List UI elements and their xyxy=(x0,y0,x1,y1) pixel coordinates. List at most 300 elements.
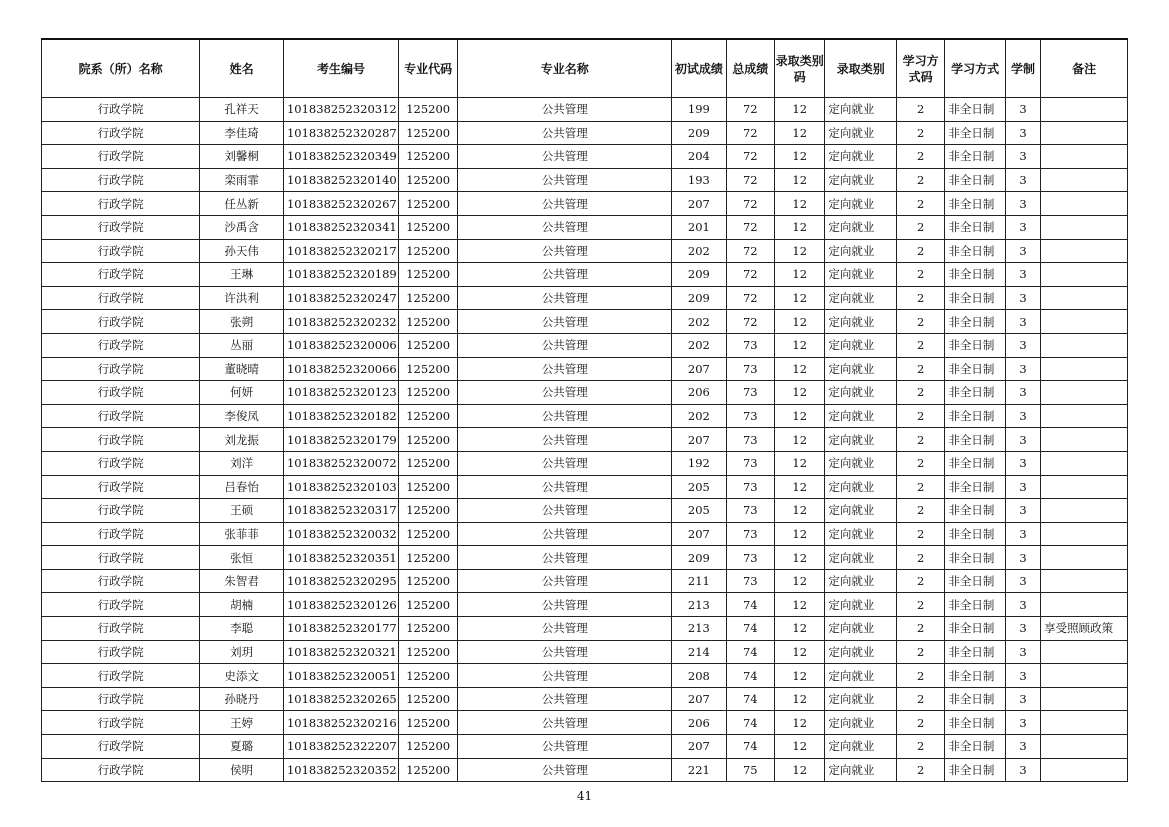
cell-duration: 3 xyxy=(1005,239,1040,263)
cell-department: 行政学院 xyxy=(42,239,200,263)
cell-admission-type-code: 12 xyxy=(775,381,825,405)
cell-study-mode-code: 2 xyxy=(896,333,944,357)
cell-major-name: 公共管理 xyxy=(458,357,672,381)
cell-admission-type: 定向就业 xyxy=(825,546,897,570)
cell-candidate-id: 101838252320140 xyxy=(283,168,398,192)
cell-study-mode: 非全日制 xyxy=(945,475,1006,499)
cell-admission-type: 定向就业 xyxy=(825,381,897,405)
cell-prelim-score: 209 xyxy=(672,546,726,570)
cell-candidate-id: 101838252320189 xyxy=(283,263,398,287)
cell-candidate-id: 101838252320123 xyxy=(283,381,398,405)
cell-department: 行政学院 xyxy=(42,640,200,664)
cell-candidate-id: 101838252320341 xyxy=(283,215,398,239)
cell-department: 行政学院 xyxy=(42,263,200,287)
cell-prelim-score: 192 xyxy=(672,451,726,475)
cell-prelim-score: 204 xyxy=(672,145,726,169)
cell-major-name: 公共管理 xyxy=(458,404,672,428)
cell-major-code: 125200 xyxy=(398,333,457,357)
table-row xyxy=(42,333,1128,357)
cell-study-mode-code: 2 xyxy=(896,758,944,782)
cell-name: 李聪 xyxy=(200,617,284,641)
cell-study-mode: 非全日制 xyxy=(945,546,1006,570)
cell-study-mode: 非全日制 xyxy=(945,404,1006,428)
cell-duration: 3 xyxy=(1005,428,1040,452)
cell-department: 行政学院 xyxy=(42,310,200,334)
cell-remarks xyxy=(1041,593,1128,617)
cell-study-mode: 非全日制 xyxy=(945,98,1006,122)
cell-admission-type-code: 12 xyxy=(775,640,825,664)
admission-table xyxy=(41,38,1128,782)
cell-total-score: 72 xyxy=(726,98,774,122)
table-row xyxy=(42,475,1128,499)
cell-admission-type: 定向就业 xyxy=(825,286,897,310)
header-remarks: 备注 xyxy=(1041,39,1128,98)
cell-duration: 3 xyxy=(1005,522,1040,546)
cell-total-score: 72 xyxy=(726,310,774,334)
cell-prelim-score: 206 xyxy=(672,381,726,405)
cell-major-name: 公共管理 xyxy=(458,546,672,570)
cell-admission-type-code: 12 xyxy=(775,522,825,546)
cell-candidate-id: 101838252320312 xyxy=(283,98,398,122)
header-study-mode-code: 学习方式码 xyxy=(896,39,944,98)
cell-major-code: 125200 xyxy=(398,475,457,499)
cell-remarks xyxy=(1041,664,1128,688)
table-row xyxy=(42,310,1128,334)
cell-admission-type: 定向就业 xyxy=(825,451,897,475)
cell-total-score: 74 xyxy=(726,593,774,617)
cell-name: 栾雨霏 xyxy=(200,168,284,192)
cell-total-score: 72 xyxy=(726,192,774,216)
header-admission-type: 录取类别 xyxy=(825,39,897,98)
cell-name: 许洪利 xyxy=(200,286,284,310)
cell-name: 董晓晴 xyxy=(200,357,284,381)
cell-duration: 3 xyxy=(1005,263,1040,287)
cell-major-name: 公共管理 xyxy=(458,215,672,239)
cell-duration: 3 xyxy=(1005,98,1040,122)
cell-admission-type: 定向就业 xyxy=(825,192,897,216)
cell-study-mode-code: 2 xyxy=(896,145,944,169)
cell-remarks xyxy=(1041,145,1128,169)
cell-total-score: 73 xyxy=(726,404,774,428)
cell-duration: 3 xyxy=(1005,546,1040,570)
cell-major-code: 125200 xyxy=(398,428,457,452)
header-total-score: 总成绩 xyxy=(726,39,774,98)
cell-department: 行政学院 xyxy=(42,711,200,735)
cell-prelim-score: 202 xyxy=(672,310,726,334)
cell-prelim-score: 214 xyxy=(672,640,726,664)
cell-duration: 3 xyxy=(1005,404,1040,428)
cell-total-score: 72 xyxy=(726,263,774,287)
cell-name: 王硕 xyxy=(200,499,284,523)
cell-prelim-score: 207 xyxy=(672,687,726,711)
cell-department: 行政学院 xyxy=(42,215,200,239)
cell-name: 张朔 xyxy=(200,310,284,334)
cell-candidate-id: 101838252320217 xyxy=(283,239,398,263)
cell-study-mode-code: 2 xyxy=(896,215,944,239)
cell-major-code: 125200 xyxy=(398,569,457,593)
cell-remarks xyxy=(1041,215,1128,239)
cell-name: 孙天伟 xyxy=(200,239,284,263)
cell-remarks xyxy=(1041,192,1128,216)
cell-major-name: 公共管理 xyxy=(458,263,672,287)
cell-major-name: 公共管理 xyxy=(458,687,672,711)
cell-candidate-id: 101838252320352 xyxy=(283,758,398,782)
table-row xyxy=(42,546,1128,570)
cell-remarks xyxy=(1041,98,1128,122)
cell-department: 行政学院 xyxy=(42,381,200,405)
cell-study-mode-code: 2 xyxy=(896,404,944,428)
cell-admission-type-code: 12 xyxy=(775,569,825,593)
cell-remarks xyxy=(1041,263,1128,287)
cell-total-score: 72 xyxy=(726,286,774,310)
cell-duration: 3 xyxy=(1005,381,1040,405)
cell-prelim-score: 208 xyxy=(672,664,726,688)
cell-major-name: 公共管理 xyxy=(458,522,672,546)
cell-prelim-score: 199 xyxy=(672,98,726,122)
cell-candidate-id: 101838252320349 xyxy=(283,145,398,169)
cell-major-name: 公共管理 xyxy=(458,192,672,216)
cell-major-code: 125200 xyxy=(398,617,457,641)
cell-duration: 3 xyxy=(1005,168,1040,192)
table-row xyxy=(42,215,1128,239)
cell-study-mode: 非全日制 xyxy=(945,168,1006,192)
cell-study-mode: 非全日制 xyxy=(945,735,1006,759)
cell-candidate-id: 101838252320267 xyxy=(283,192,398,216)
cell-remarks xyxy=(1041,499,1128,523)
table-row xyxy=(42,593,1128,617)
cell-department: 行政学院 xyxy=(42,617,200,641)
cell-total-score: 72 xyxy=(726,121,774,145)
cell-name: 丛丽 xyxy=(200,333,284,357)
cell-prelim-score: 207 xyxy=(672,428,726,452)
cell-department: 行政学院 xyxy=(42,333,200,357)
cell-remarks xyxy=(1041,687,1128,711)
cell-major-code: 125200 xyxy=(398,357,457,381)
cell-remarks xyxy=(1041,168,1128,192)
cell-admission-type-code: 12 xyxy=(775,98,825,122)
cell-candidate-id: 101838252320321 xyxy=(283,640,398,664)
cell-admission-type-code: 12 xyxy=(775,215,825,239)
cell-name: 侯明 xyxy=(200,758,284,782)
cell-total-score: 72 xyxy=(726,145,774,169)
cell-name: 何妍 xyxy=(200,381,284,405)
cell-duration: 3 xyxy=(1005,357,1040,381)
cell-prelim-score: 209 xyxy=(672,121,726,145)
cell-remarks xyxy=(1041,286,1128,310)
cell-major-name: 公共管理 xyxy=(458,640,672,664)
cell-major-name: 公共管理 xyxy=(458,475,672,499)
cell-study-mode-code: 2 xyxy=(896,310,944,334)
cell-study-mode: 非全日制 xyxy=(945,758,1006,782)
cell-major-code: 125200 xyxy=(398,687,457,711)
cell-study-mode: 非全日制 xyxy=(945,569,1006,593)
cell-candidate-id: 101838252320287 xyxy=(283,121,398,145)
cell-admission-type: 定向就业 xyxy=(825,593,897,617)
cell-department: 行政学院 xyxy=(42,687,200,711)
cell-major-code: 125200 xyxy=(398,98,457,122)
cell-name: 吕春怡 xyxy=(200,475,284,499)
cell-major-name: 公共管理 xyxy=(458,381,672,405)
cell-study-mode: 非全日制 xyxy=(945,286,1006,310)
header-name: 姓名 xyxy=(200,39,284,98)
cell-department: 行政学院 xyxy=(42,735,200,759)
cell-prelim-score: 213 xyxy=(672,617,726,641)
cell-prelim-score: 201 xyxy=(672,215,726,239)
cell-department: 行政学院 xyxy=(42,121,200,145)
page-number: 41 xyxy=(576,789,593,803)
table-row xyxy=(42,711,1128,735)
cell-major-name: 公共管理 xyxy=(458,168,672,192)
cell-study-mode-code: 2 xyxy=(896,735,944,759)
cell-remarks xyxy=(1041,569,1128,593)
cell-study-mode: 非全日制 xyxy=(945,192,1006,216)
cell-department: 行政学院 xyxy=(42,451,200,475)
cell-major-code: 125200 xyxy=(398,286,457,310)
cell-major-code: 125200 xyxy=(398,711,457,735)
cell-study-mode: 非全日制 xyxy=(945,687,1006,711)
header-admission-type-code: 录取类别码 xyxy=(775,39,825,98)
cell-admission-type-code: 12 xyxy=(775,286,825,310)
cell-total-score: 73 xyxy=(726,428,774,452)
cell-prelim-score: 202 xyxy=(672,404,726,428)
cell-admission-type-code: 12 xyxy=(775,758,825,782)
cell-major-code: 125200 xyxy=(398,546,457,570)
cell-duration: 3 xyxy=(1005,451,1040,475)
table-row xyxy=(42,98,1128,122)
cell-remarks xyxy=(1041,475,1128,499)
cell-study-mode: 非全日制 xyxy=(945,593,1006,617)
cell-admission-type: 定向就业 xyxy=(825,263,897,287)
cell-major-name: 公共管理 xyxy=(458,593,672,617)
table-row xyxy=(42,451,1128,475)
cell-prelim-score: 211 xyxy=(672,569,726,593)
cell-duration: 3 xyxy=(1005,192,1040,216)
header-major-code: 专业代码 xyxy=(398,39,457,98)
table-row xyxy=(42,758,1128,782)
cell-remarks xyxy=(1041,310,1128,334)
cell-remarks: 享受照顾政策 xyxy=(1041,617,1128,641)
cell-duration: 3 xyxy=(1005,333,1040,357)
cell-study-mode-code: 2 xyxy=(896,640,944,664)
cell-name: 王琳 xyxy=(200,263,284,287)
cell-admission-type: 定向就业 xyxy=(825,404,897,428)
cell-admission-type: 定向就业 xyxy=(825,310,897,334)
cell-admission-type: 定向就业 xyxy=(825,617,897,641)
cell-candidate-id: 101838252320103 xyxy=(283,475,398,499)
cell-admission-type: 定向就业 xyxy=(825,428,897,452)
header-study-mode: 学习方式 xyxy=(945,39,1006,98)
cell-admission-type-code: 12 xyxy=(775,357,825,381)
cell-department: 行政学院 xyxy=(42,428,200,452)
cell-prelim-score: 207 xyxy=(672,735,726,759)
cell-admission-type-code: 12 xyxy=(775,333,825,357)
cell-study-mode-code: 2 xyxy=(896,475,944,499)
table-row xyxy=(42,522,1128,546)
cell-total-score: 74 xyxy=(726,664,774,688)
table-row xyxy=(42,286,1128,310)
cell-name: 孔祥天 xyxy=(200,98,284,122)
header-major-name: 专业名称 xyxy=(458,39,672,98)
cell-total-score: 74 xyxy=(726,687,774,711)
cell-name: 张恒 xyxy=(200,546,284,570)
cell-study-mode: 非全日制 xyxy=(945,145,1006,169)
cell-major-name: 公共管理 xyxy=(458,499,672,523)
cell-major-name: 公共管理 xyxy=(458,98,672,122)
cell-prelim-score: 209 xyxy=(672,286,726,310)
cell-admission-type-code: 12 xyxy=(775,711,825,735)
cell-study-mode: 非全日制 xyxy=(945,640,1006,664)
cell-admission-type-code: 12 xyxy=(775,239,825,263)
cell-admission-type-code: 12 xyxy=(775,687,825,711)
cell-remarks xyxy=(1041,121,1128,145)
cell-total-score: 73 xyxy=(726,499,774,523)
cell-study-mode-code: 2 xyxy=(896,569,944,593)
cell-prelim-score: 207 xyxy=(672,192,726,216)
cell-candidate-id: 101838252320265 xyxy=(283,687,398,711)
cell-total-score: 73 xyxy=(726,381,774,405)
cell-remarks xyxy=(1041,428,1128,452)
cell-major-code: 125200 xyxy=(398,451,457,475)
cell-study-mode: 非全日制 xyxy=(945,357,1006,381)
cell-study-mode-code: 2 xyxy=(896,522,944,546)
cell-admission-type-code: 12 xyxy=(775,735,825,759)
cell-study-mode: 非全日制 xyxy=(945,263,1006,287)
cell-study-mode-code: 2 xyxy=(896,687,944,711)
cell-major-name: 公共管理 xyxy=(458,617,672,641)
cell-major-code: 125200 xyxy=(398,145,457,169)
cell-major-code: 125200 xyxy=(398,263,457,287)
table-row xyxy=(42,617,1128,641)
cell-major-name: 公共管理 xyxy=(458,239,672,263)
cell-total-score: 73 xyxy=(726,522,774,546)
cell-admission-type-code: 12 xyxy=(775,404,825,428)
cell-duration: 3 xyxy=(1005,499,1040,523)
cell-remarks xyxy=(1041,333,1128,357)
cell-admission-type: 定向就业 xyxy=(825,522,897,546)
cell-study-mode-code: 2 xyxy=(896,286,944,310)
cell-total-score: 74 xyxy=(726,617,774,641)
cell-name: 王婷 xyxy=(200,711,284,735)
cell-study-mode: 非全日制 xyxy=(945,310,1006,334)
cell-admission-type-code: 12 xyxy=(775,617,825,641)
cell-admission-type-code: 12 xyxy=(775,475,825,499)
cell-admission-type: 定向就业 xyxy=(825,569,897,593)
cell-name: 夏璐 xyxy=(200,735,284,759)
cell-remarks xyxy=(1041,381,1128,405)
cell-major-name: 公共管理 xyxy=(458,735,672,759)
cell-remarks xyxy=(1041,404,1128,428)
cell-candidate-id: 101838252320072 xyxy=(283,451,398,475)
cell-candidate-id: 101838252320177 xyxy=(283,617,398,641)
cell-study-mode: 非全日制 xyxy=(945,239,1006,263)
cell-name: 李俊凤 xyxy=(200,404,284,428)
cell-total-score: 73 xyxy=(726,546,774,570)
cell-name: 朱智君 xyxy=(200,569,284,593)
cell-major-name: 公共管理 xyxy=(458,428,672,452)
cell-study-mode-code: 2 xyxy=(896,98,944,122)
cell-admission-type-code: 12 xyxy=(775,499,825,523)
table-row xyxy=(42,404,1128,428)
cell-admission-type: 定向就业 xyxy=(825,758,897,782)
cell-study-mode-code: 2 xyxy=(896,499,944,523)
cell-duration: 3 xyxy=(1005,145,1040,169)
cell-remarks xyxy=(1041,239,1128,263)
cell-total-score: 74 xyxy=(726,735,774,759)
cell-major-code: 125200 xyxy=(398,168,457,192)
cell-name: 史添文 xyxy=(200,664,284,688)
cell-study-mode-code: 2 xyxy=(896,168,944,192)
cell-study-mode: 非全日制 xyxy=(945,451,1006,475)
table-row xyxy=(42,263,1128,287)
cell-prelim-score: 202 xyxy=(672,239,726,263)
cell-candidate-id: 101838252320182 xyxy=(283,404,398,428)
cell-department: 行政学院 xyxy=(42,404,200,428)
cell-admission-type: 定向就业 xyxy=(825,168,897,192)
cell-remarks xyxy=(1041,640,1128,664)
cell-candidate-id: 101838252320051 xyxy=(283,664,398,688)
cell-candidate-id: 101838252320126 xyxy=(283,593,398,617)
table-row xyxy=(42,735,1128,759)
table-row xyxy=(42,145,1128,169)
cell-admission-type: 定向就业 xyxy=(825,121,897,145)
cell-study-mode-code: 2 xyxy=(896,711,944,735)
cell-major-code: 125200 xyxy=(398,758,457,782)
cell-study-mode-code: 2 xyxy=(896,121,944,145)
cell-remarks xyxy=(1041,758,1128,782)
cell-duration: 3 xyxy=(1005,664,1040,688)
table-row xyxy=(42,168,1128,192)
cell-study-mode: 非全日制 xyxy=(945,522,1006,546)
cell-total-score: 73 xyxy=(726,357,774,381)
cell-total-score: 74 xyxy=(726,711,774,735)
cell-department: 行政学院 xyxy=(42,286,200,310)
cell-admission-type: 定向就业 xyxy=(825,215,897,239)
cell-admission-type: 定向就业 xyxy=(825,333,897,357)
cell-department: 行政学院 xyxy=(42,475,200,499)
table-row xyxy=(42,239,1128,263)
cell-candidate-id: 101838252320179 xyxy=(283,428,398,452)
cell-candidate-id: 101838252320295 xyxy=(283,569,398,593)
cell-admission-type: 定向就业 xyxy=(825,499,897,523)
cell-study-mode-code: 2 xyxy=(896,263,944,287)
cell-candidate-id: 101838252320006 xyxy=(283,333,398,357)
header-department: 院系（所）名称 xyxy=(42,39,200,98)
cell-name: 孙晓丹 xyxy=(200,687,284,711)
cell-candidate-id: 101838252320247 xyxy=(283,286,398,310)
table-row xyxy=(42,499,1128,523)
cell-major-name: 公共管理 xyxy=(458,121,672,145)
cell-prelim-score: 207 xyxy=(672,522,726,546)
cell-major-code: 125200 xyxy=(398,192,457,216)
cell-admission-type: 定向就业 xyxy=(825,98,897,122)
cell-major-code: 125200 xyxy=(398,593,457,617)
cell-department: 行政学院 xyxy=(42,546,200,570)
cell-admission-type: 定向就业 xyxy=(825,687,897,711)
cell-major-name: 公共管理 xyxy=(458,333,672,357)
cell-study-mode-code: 2 xyxy=(896,428,944,452)
cell-total-score: 73 xyxy=(726,451,774,475)
table-body xyxy=(42,98,1128,782)
cell-study-mode: 非全日制 xyxy=(945,617,1006,641)
cell-duration: 3 xyxy=(1005,687,1040,711)
cell-major-code: 125200 xyxy=(398,215,457,239)
cell-study-mode-code: 2 xyxy=(896,451,944,475)
cell-total-score: 72 xyxy=(726,215,774,239)
table-row xyxy=(42,687,1128,711)
cell-major-code: 125200 xyxy=(398,522,457,546)
cell-prelim-score: 205 xyxy=(672,475,726,499)
cell-name: 沙禹含 xyxy=(200,215,284,239)
